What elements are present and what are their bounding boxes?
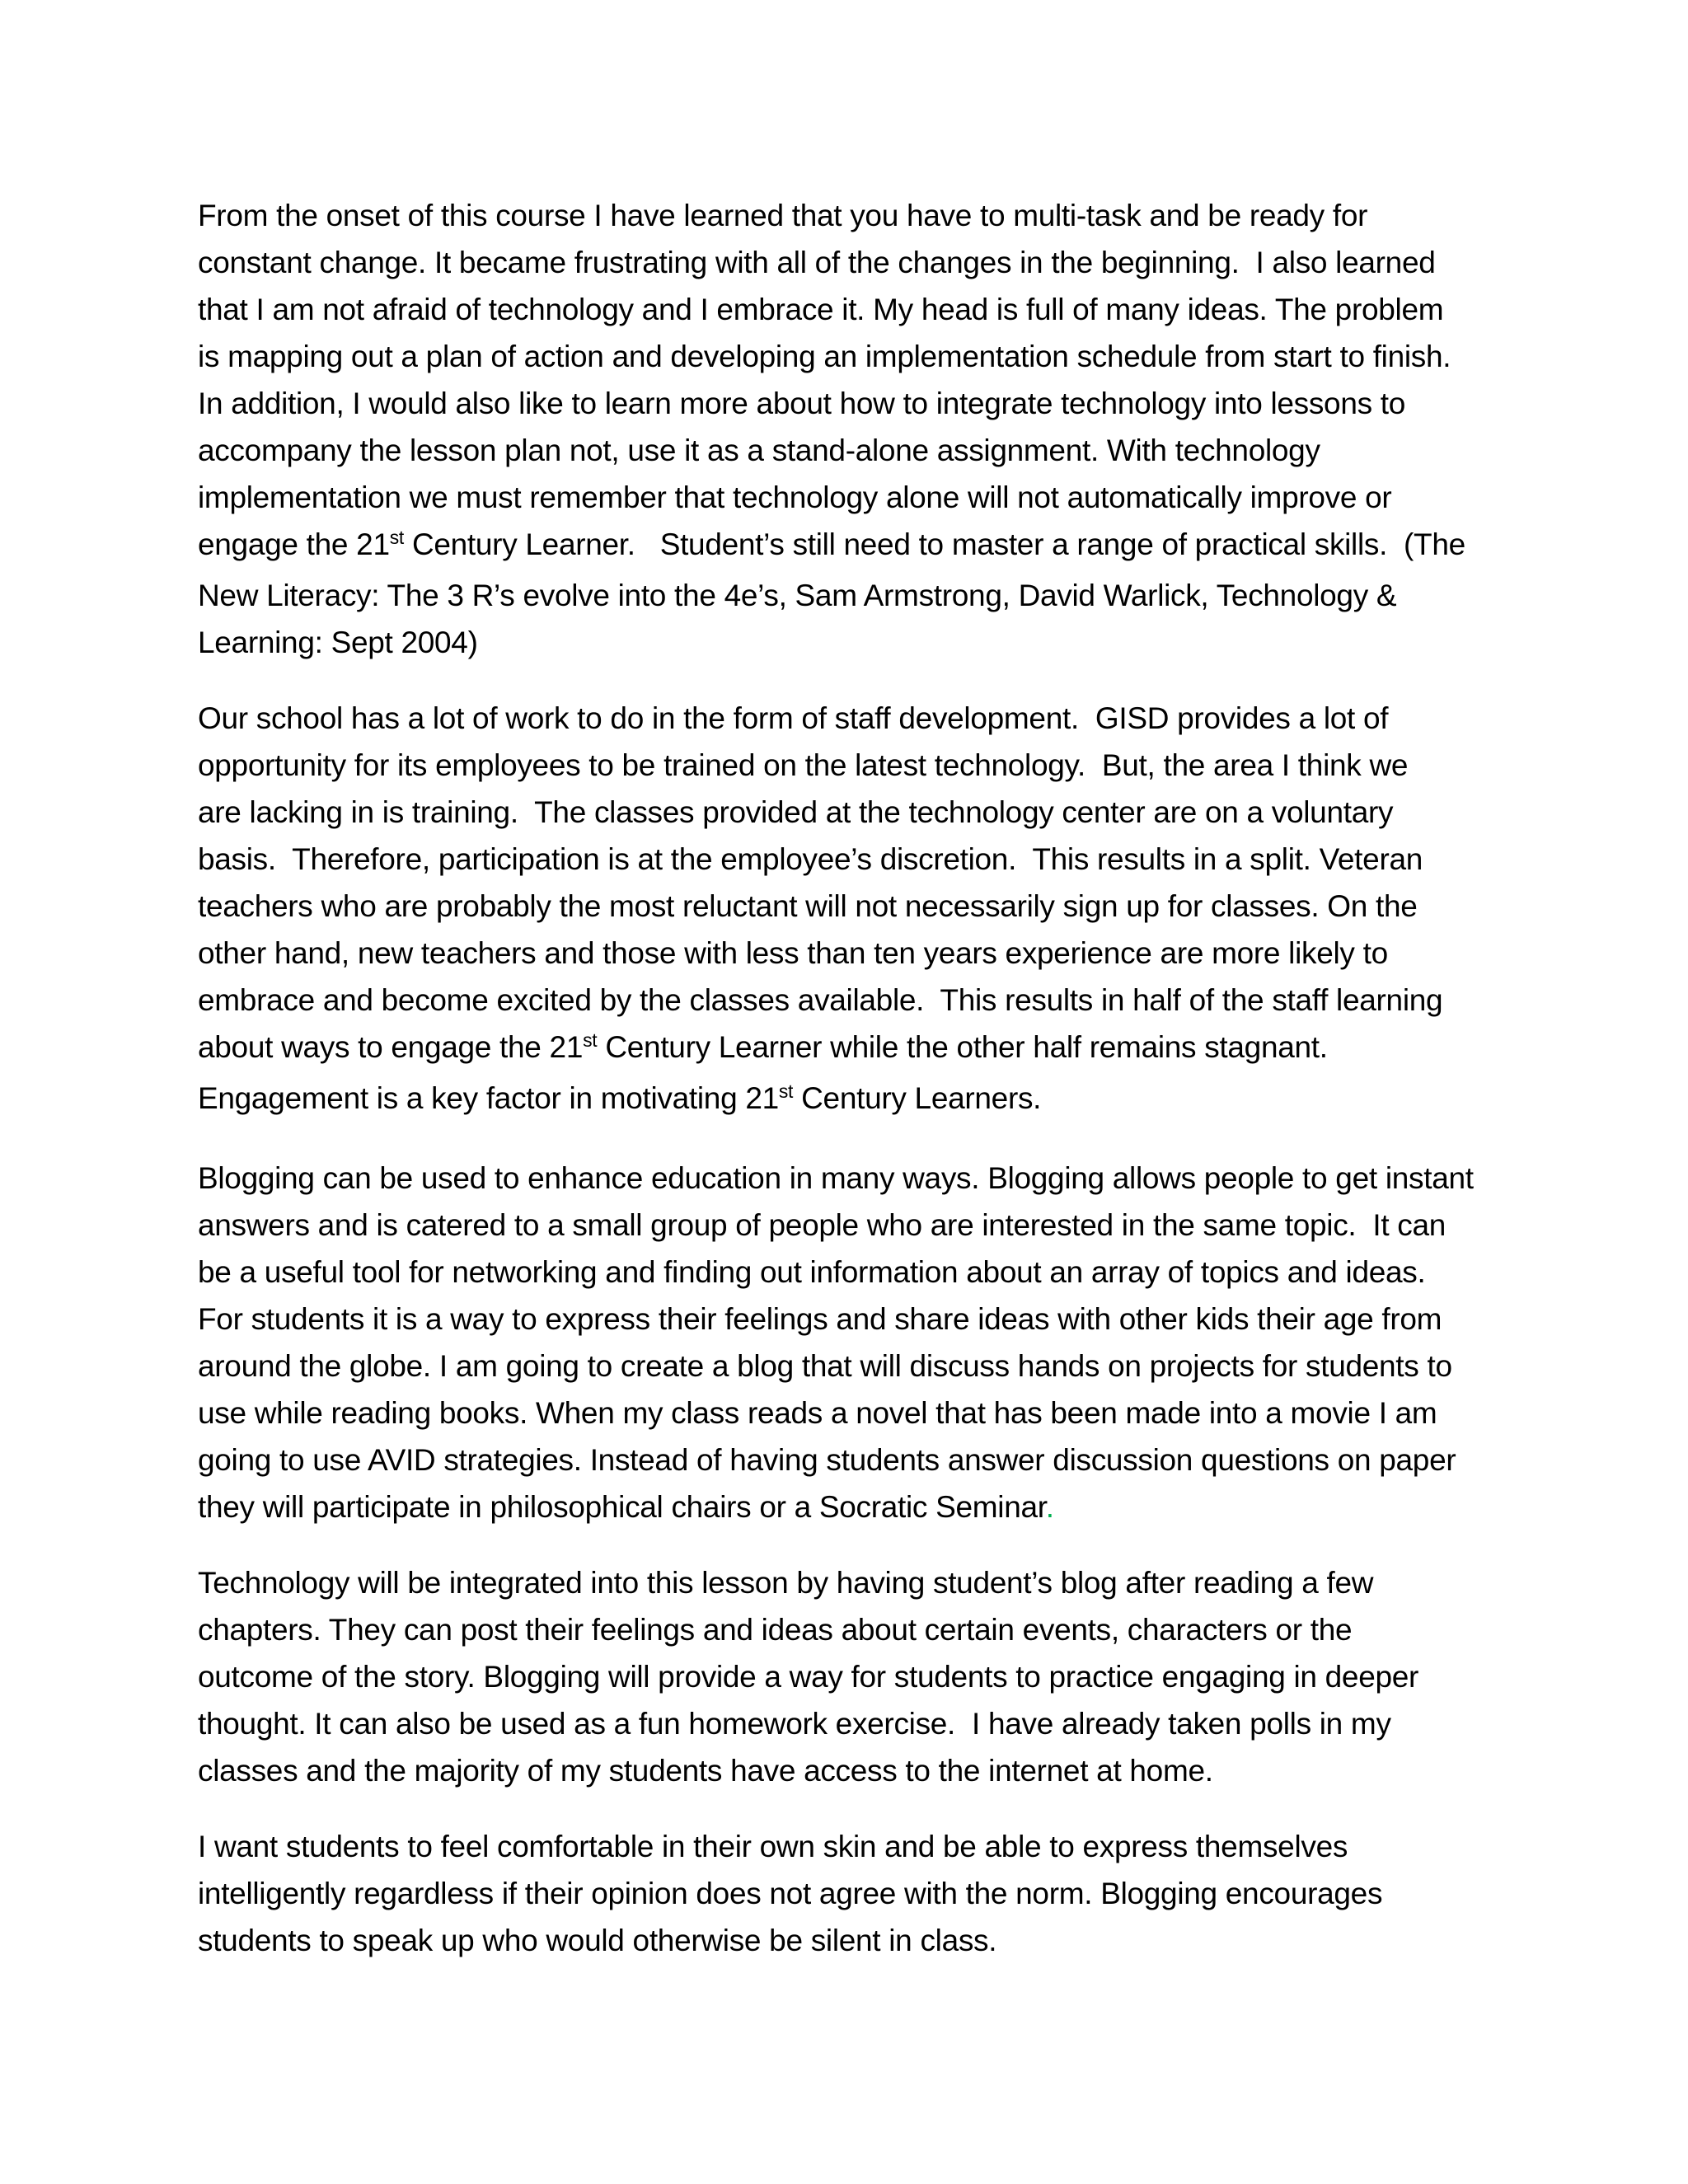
text-line [198, 930, 1533, 977]
text-line [198, 239, 1533, 286]
text-run: basis. Therefore, participation is at the employee’s discretion. This results in a split. Veteran [198, 842, 1423, 876]
text-run: be a useful tool for networking and finding out information about an array of topics and ideas. [198, 1255, 1426, 1289]
superscript-ordinal: st [778, 1080, 794, 1103]
text-run: intelligently regardless if their opinion does not agree with the norm. Blogging encourages [198, 1877, 1383, 1910]
text-run: Century Learner while the other half remains stagnant. [597, 1030, 1328, 1064]
text-run: constant change. It became frustrating with all of the changes in the beginning. I also learned [198, 246, 1436, 279]
text-line [198, 1075, 1533, 1126]
text-line [198, 619, 1533, 666]
text-line [198, 521, 1533, 572]
text-run: classes and the majority of my students have access to the internet at home. [198, 1754, 1213, 1788]
text-line [198, 1747, 1533, 1794]
text-run: that I am not afraid of technology and I embrace it. My head is full of many ideas. The problem [198, 293, 1444, 326]
text-line [198, 427, 1533, 474]
text-run: opportunity for its employees to be trained on the latest technology. But, the area I think we [198, 748, 1409, 782]
text-run: answers and is catered to a small group of people who are interested in the same topic. It can [198, 1208, 1447, 1242]
text-line [198, 1559, 1533, 1606]
text-line [198, 883, 1533, 930]
paragraph [198, 1559, 1533, 1794]
text-run: Century Learners. [793, 1081, 1042, 1115]
text-run: chapters. They can post their feelings and ideas about certain events, characters or the [198, 1613, 1353, 1647]
text-run: thought. It can also be used as a fun homework exercise. I have already taken polls in my [198, 1707, 1391, 1741]
text-line [198, 380, 1533, 427]
text-run: For students it is a way to express their feelings and share ideas with other kids their age from [198, 1302, 1442, 1336]
text-run: they will participate in philosophical chairs or a Socratic Seminar [198, 1490, 1046, 1524]
text-run: implementation we must remember that technology alone will not automatically improve or [198, 480, 1392, 514]
text-line [198, 474, 1533, 521]
text-line [198, 695, 1533, 742]
text-line [198, 286, 1533, 333]
text-run: use while reading books. When my class reads a novel that has been made into a movie I am [198, 1396, 1437, 1430]
text-line [198, 1653, 1533, 1700]
text-line [198, 1024, 1533, 1075]
text-run: going to use AVID strategies. Instead of having students answer discussion questions on paper [198, 1443, 1456, 1477]
text-line [198, 1249, 1533, 1296]
paragraph [198, 192, 1533, 666]
text-line [198, 1823, 1533, 1870]
text-run: New Literacy: The 3 R’s evolve into the 4e’s, Sam Armstrong, David Warlick, Technology & [198, 579, 1397, 612]
text-run: Blogging can be used to enhance education in many ways. Blogging allows people to get instant [198, 1161, 1474, 1195]
text-run: embrace and become excited by the classes available. This results in half of the staff learning [198, 983, 1443, 1017]
text-run: around the globe. I am going to create a blog that will discuss hands on projects for students to [198, 1349, 1452, 1383]
text-line [198, 977, 1533, 1024]
text-run: Technology will be integrated into this lesson by having student’s blog after reading a few [198, 1566, 1374, 1600]
text-run: about ways to engage the 21 [198, 1030, 584, 1064]
text-run: teachers who are probably the most reluctant will not necessarily sign up for classes. On the [198, 889, 1418, 923]
text-line [198, 1700, 1533, 1747]
paragraph [198, 695, 1533, 1126]
text-line [198, 1436, 1533, 1483]
text-line [198, 1917, 1533, 1964]
paragraph [198, 1823, 1533, 1964]
text-run: students to speak up who would otherwise be silent in class. [198, 1924, 997, 1957]
paragraph [198, 1155, 1533, 1530]
text-line [198, 333, 1533, 380]
text-run: outcome of the story. Blogging will provide a way for students to practice engaging in deeper [198, 1660, 1419, 1694]
text-line [198, 836, 1533, 883]
text-line [198, 1202, 1533, 1249]
text-line [198, 742, 1533, 789]
text-run: engage the 21 [198, 527, 390, 561]
text-run: Century Learner. Student’s still need to master a range of practical skills. (The [403, 527, 1465, 561]
text-run: I want students to feel comfortable in their own skin and be able to express themselves [198, 1830, 1348, 1863]
superscript-ordinal: st [389, 527, 404, 549]
text-run: are lacking in is training. The classes provided at the technology center are on a voluntary [198, 795, 1394, 829]
text-run: Learning: Sept 2004) [198, 626, 478, 659]
text-line [198, 1390, 1533, 1436]
text-line [198, 1296, 1533, 1343]
document-page-content [198, 192, 1533, 1993]
text-line [198, 1606, 1533, 1653]
text-line [198, 1483, 1533, 1530]
text-line [198, 1870, 1533, 1917]
text-line [198, 1343, 1533, 1390]
text-run: is mapping out a plan of action and developing an implementation schedule from start to finish. [198, 340, 1451, 373]
text-run: accompany the lesson plan not, use it as a stand-alone assignment. With technology [198, 434, 1320, 467]
text-line [198, 192, 1533, 239]
text-line [198, 1155, 1533, 1202]
green-period: . [1045, 1490, 1054, 1524]
text-line [198, 572, 1533, 619]
superscript-ordinal: st [583, 1029, 598, 1052]
text-run: other hand, new teachers and those with less than ten years experience are more likely to [198, 936, 1388, 970]
text-run: Engagement is a key factor in motivating 21 [198, 1081, 779, 1115]
text-run: Our school has a lot of work to do in the form of staff development. GISD provides a lot of [198, 701, 1389, 735]
text-line [198, 789, 1533, 836]
text-run: From the onset of this course I have learned that you have to multi-task and be ready for [198, 199, 1368, 232]
text-run: In addition, I would also like to learn more about how to integrate technology into lessons to [198, 387, 1406, 420]
